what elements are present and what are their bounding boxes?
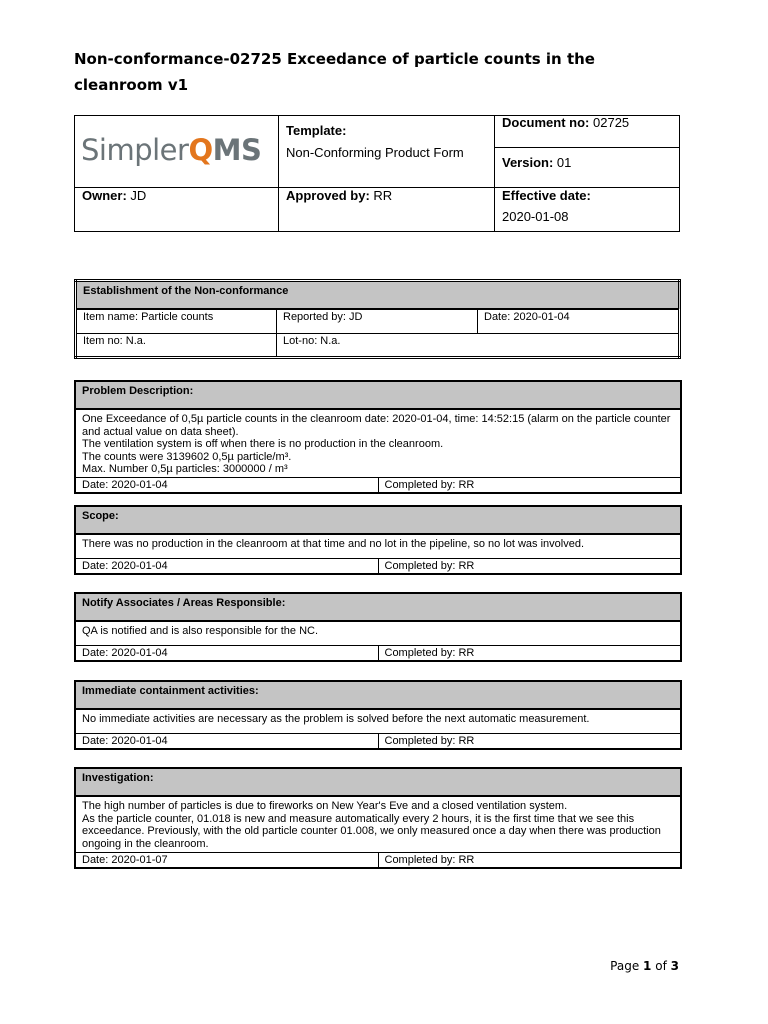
investigation-table — [74, 767, 682, 869]
investigation-line: The high number of particles is due to fireworks on New Year's Eve and a closed ventilation system. — [82, 800, 568, 812]
investigation-line: As the particle counter, 01.018 is new and measure automatically every 2 hours, it is the first time that we see this exceedance. Previously, with the old particle counter 01.008, we only measured once a day when there was production ongoing in the cleanroom. — [82, 812, 661, 850]
effective-cell — [495, 188, 680, 232]
investigation-title: Investigation: — [75, 768, 681, 796]
docno-version-cell — [495, 116, 680, 188]
scope-date: Date: 2020-01-04 — [75, 558, 378, 574]
establishment-date: Date: 2020-01-04 — [478, 309, 680, 333]
page-number: Page 1 of 3 — [610, 959, 679, 973]
investigation-completed: Completed by: RR — [378, 853, 681, 869]
problem-line: Max. Number 0,5µ particles: 3000000 / m³ — [82, 463, 288, 475]
problem-line: The ventilation system is off when there is no production in the cleanroom. — [82, 438, 444, 450]
scope-table — [74, 505, 682, 575]
owner-value: JD — [130, 188, 147, 203]
problem-completed: Completed by: RR — [378, 477, 681, 493]
template-cell — [279, 116, 495, 188]
scope-completed: Completed by: RR — [378, 558, 681, 574]
template-value: Non-Conforming Product Form — [286, 145, 464, 160]
containment-date: Date: 2020-01-04 — [75, 733, 378, 749]
problem-table — [74, 380, 682, 494]
template-label: Template: — [286, 123, 347, 138]
docno-label: Document no: — [502, 115, 590, 130]
problem-title: Problem Description: — [75, 381, 681, 409]
problem-line: One Exceedance of 0,5µ particle counts in the cleanroom date: 2020-01-04, time: 14:52:15 (alarm on the particle counter and actual value on data sheet). — [82, 413, 671, 438]
approved-cell — [279, 188, 495, 232]
docno-value: 02725 — [593, 115, 630, 130]
containment-table — [74, 680, 682, 750]
containment-text: No immediate activities are necessary as the problem is solved before the next automatic measurement. — [75, 709, 681, 733]
owner-label: Owner: — [82, 188, 127, 203]
investigation-date: Date: 2020-01-07 — [75, 853, 378, 869]
notify-title: Notify Associates / Areas Responsible: — [75, 593, 681, 621]
logo-cell — [75, 116, 279, 188]
problem-description — [75, 409, 681, 477]
document-header-table — [74, 115, 680, 232]
item-name: Item name: Particle counts — [76, 309, 277, 333]
effective-value: 2020-01-08 — [502, 209, 569, 224]
scope-title: Scope: — [75, 506, 681, 534]
reported-by: Reported by: JD — [277, 309, 478, 333]
notify-text: QA is notified and is also responsible for the NC. — [75, 621, 681, 645]
notify-completed: Completed by: RR — [378, 645, 681, 661]
investigation-text — [75, 796, 681, 853]
document-title: Non-conformance-02725 Exceedance of particle counts in the cleanroom v1 — [74, 50, 595, 94]
simplerqms-logo: SimplerQMS — [81, 133, 262, 167]
notify-date: Date: 2020-01-04 — [75, 645, 378, 661]
version-label: Version: — [502, 155, 554, 170]
lot-no: Lot-no: N.a. — [277, 333, 680, 357]
problem-date: Date: 2020-01-04 — [75, 477, 378, 493]
approved-value: RR — [373, 188, 393, 203]
scope-text: There was no production in the cleanroom at that time and no lot in the pipeline, so no lot was involved. — [75, 534, 681, 558]
version-value: 01 — [556, 155, 572, 170]
containment-completed: Completed by: RR — [378, 733, 681, 749]
effective-label: Effective date: — [502, 188, 591, 203]
item-no: Item no: N.a. — [76, 333, 277, 357]
establishment-title: Establishment of the Non-conformance — [76, 281, 680, 310]
containment-title: Immediate containment activities: — [75, 681, 681, 709]
approved-label: Approved by: — [286, 188, 370, 203]
owner-cell — [75, 188, 279, 232]
notify-table — [74, 592, 682, 662]
establishment-table — [74, 279, 681, 359]
problem-line: The counts were 3139602 0,5µ particle/m³. — [82, 450, 292, 463]
